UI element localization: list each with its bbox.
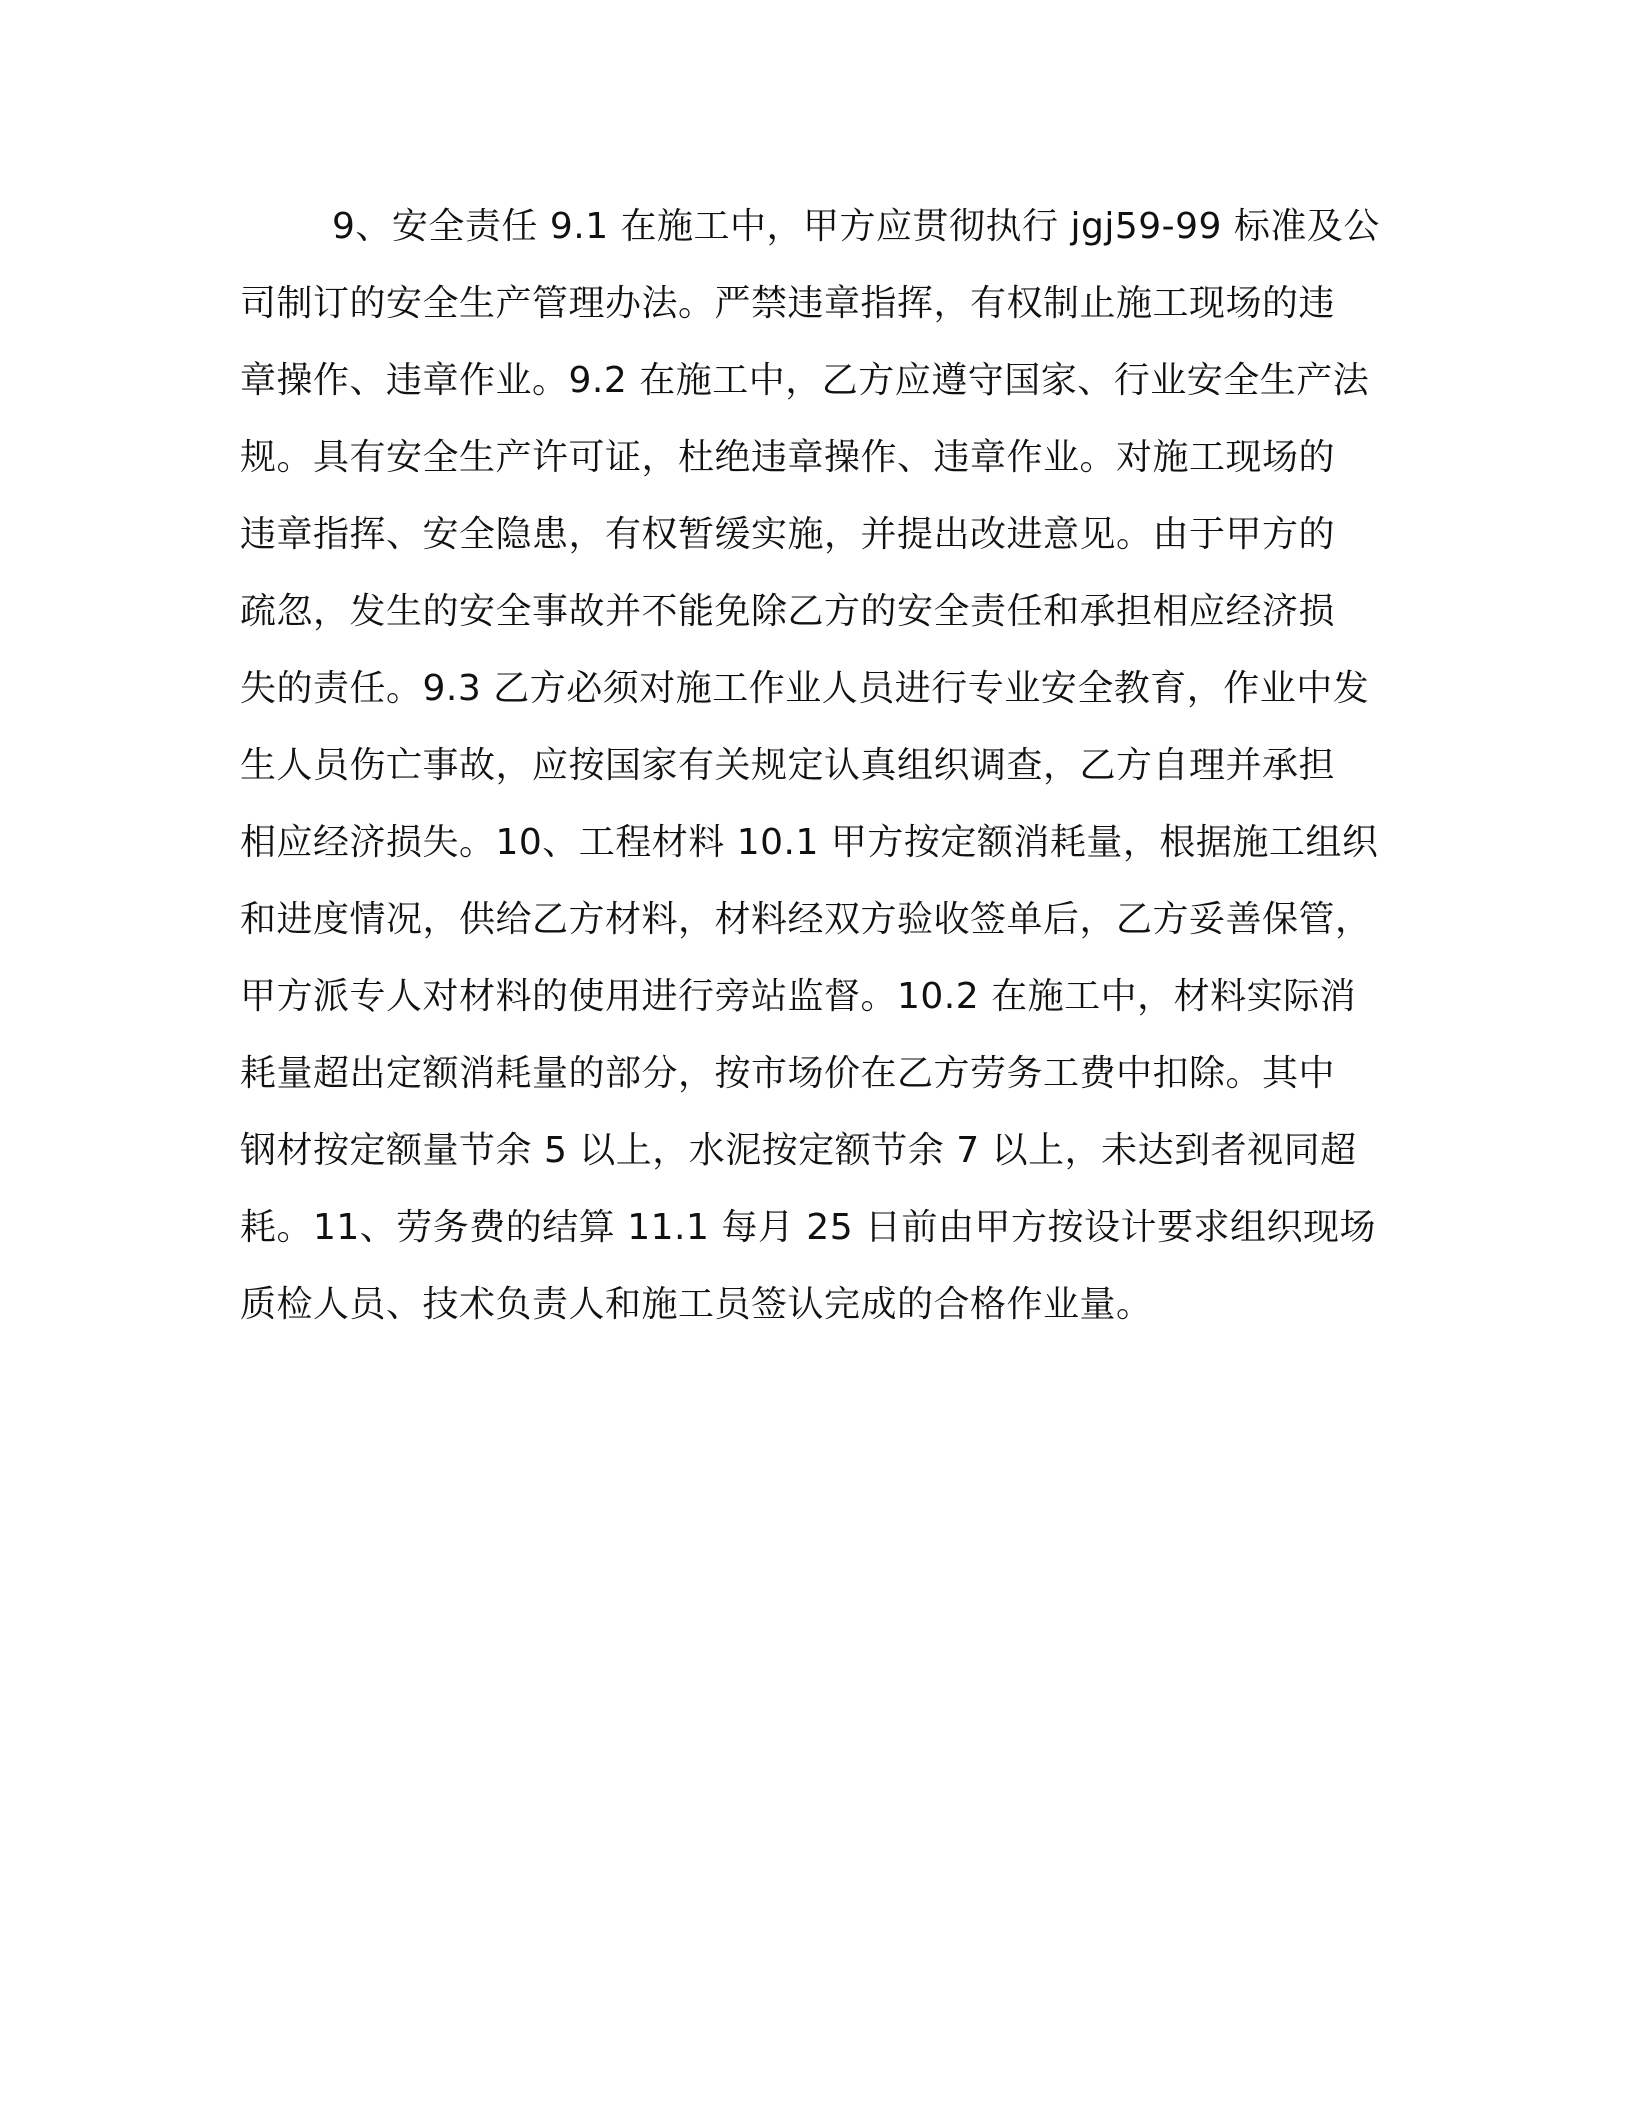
text-line: 失的责任。9.3 乙方必须对施工作业人员进行专业安全教育，作业中发 — [240, 668, 1370, 709]
body-paragraph — [240, 188, 1380, 1343]
text-line: 疏忽，发生的安全事故并不能免除乙方的安全责任和承担相应经济损 — [240, 591, 1336, 632]
text-line: 生人员伤亡事故，应按国家有关规定认真组织调查，乙方自理并承担 — [240, 745, 1336, 786]
text-line: 违章指挥、安全隐患，有权暂缓实施，并提出改进意见。由于甲方的 — [240, 514, 1336, 555]
text-line: 质检人员、技术负责人和施工员签认完成的合格作业量。 — [240, 1284, 1153, 1325]
text-line: 司制订的安全生产管理办法。严禁违章指挥，有权制止施工现场的违 — [240, 283, 1336, 324]
text-line: 相应经济损失。10、工程材料 10.1 甲方按定额消耗量，根据施工组织 — [240, 822, 1379, 863]
text-line: 钢材按定额量节余 5 以上，水泥按定额节余 7 以上，未达到者视同超 — [240, 1130, 1357, 1171]
text-line: 甲方派专人对材料的使用进行旁站监督。10.2 在施工中，材料实际消 — [240, 976, 1357, 1017]
text-line: 耗量超出定额消耗量的部分，按市场价在乙方劳务工费中扣除。其中 — [240, 1053, 1336, 1094]
text-line: 耗。11、劳务费的结算 11.1 每月 25 日前由甲方按设计要求组织现场 — [240, 1207, 1377, 1248]
text-line: 规。具有安全生产许可证，杜绝违章操作、违章作业。对施工现场的 — [240, 437, 1336, 478]
text-line: 9、安全责任 9.1 在施工中，甲方应贯彻执行 jgj59-99 标准及公 — [332, 206, 1380, 247]
text-line: 和进度情况，供给乙方材料，材料经双方验收签单后，乙方妥善保管， — [240, 899, 1372, 940]
text-line: 章操作、违章作业。9.2 在施工中，乙方应遵守国家、行业安全生产法 — [240, 360, 1370, 401]
